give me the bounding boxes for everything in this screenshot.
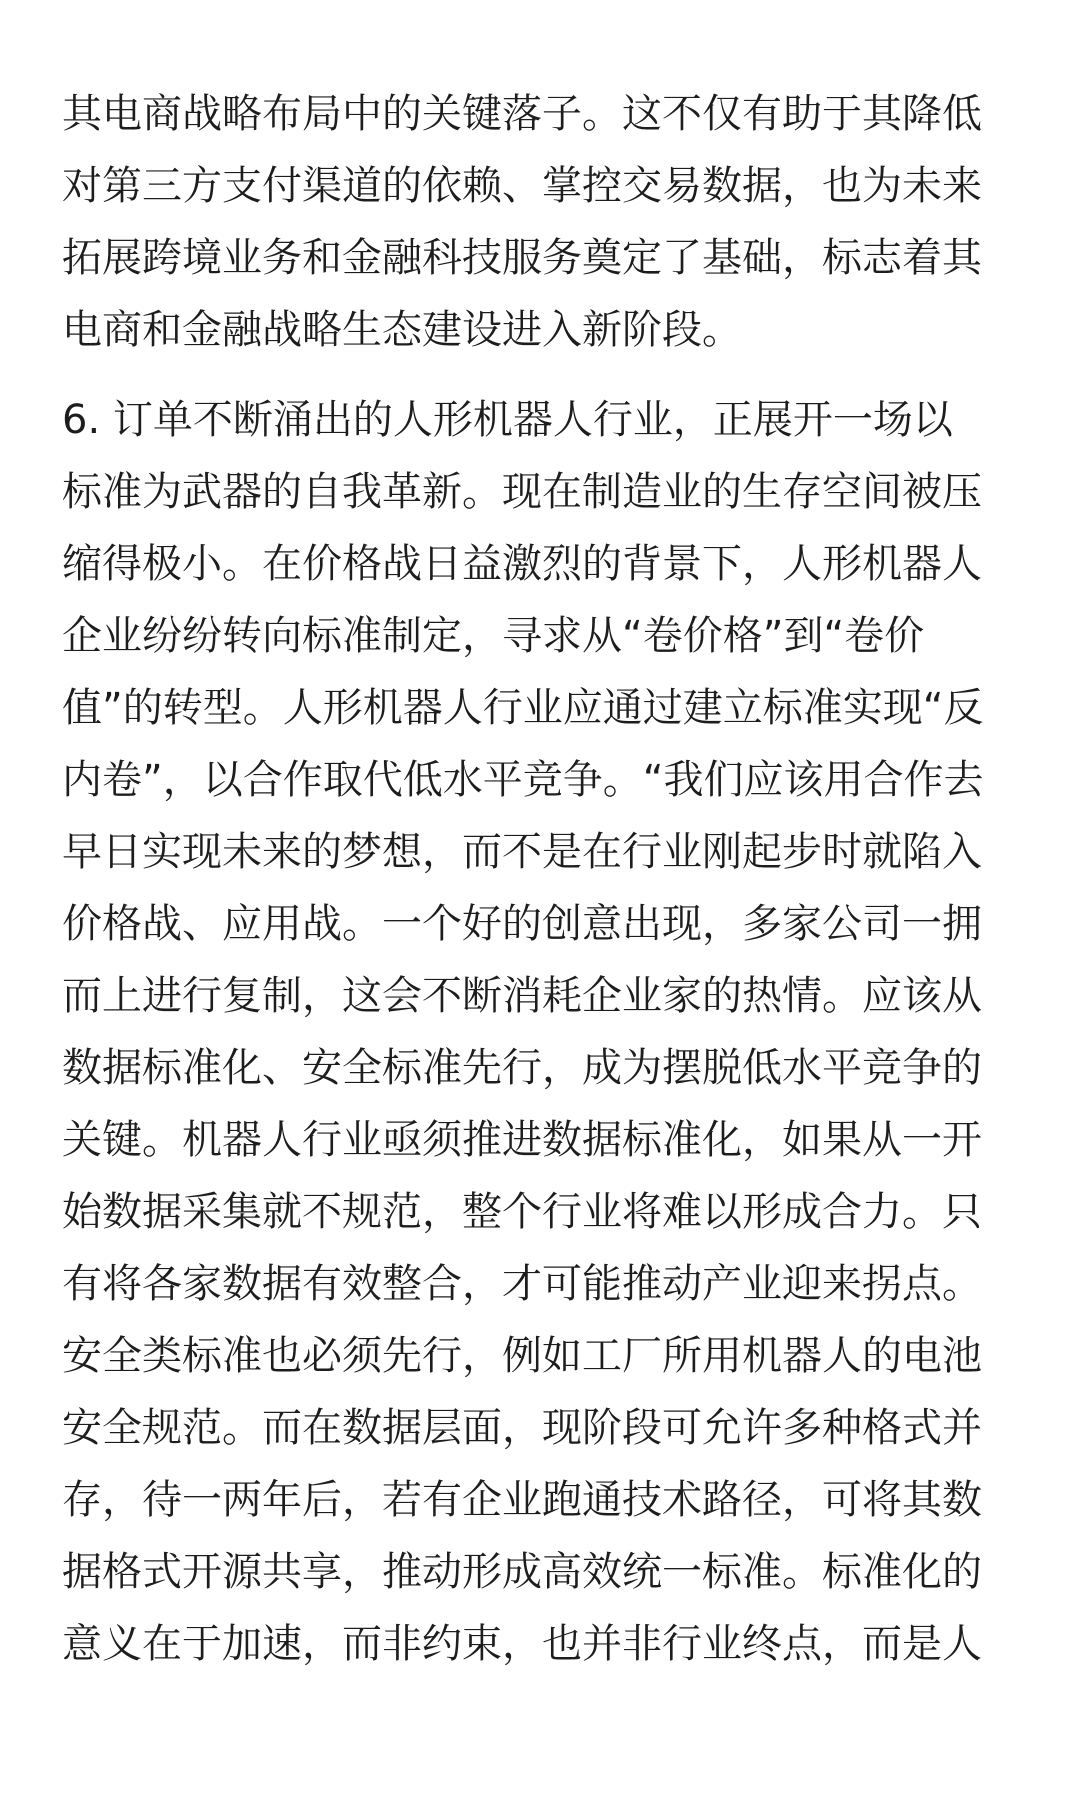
text-line: 对第三方支付渠道的依赖、掌控交易数据，也为未来 <box>62 163 982 209</box>
text-line: 缩得极小。在价格战日益激烈的背景下，人形机器人 <box>62 541 982 587</box>
text-line: 其电商战略布局中的关键落子。这不仅有助于其降低 <box>62 91 982 137</box>
text-line: 意义在于加速，而非约束，也并非行业终点，而是人 <box>62 1621 982 1667</box>
text-line: 安全规范。而在数据层面，现阶段可允许多种格式并 <box>62 1405 982 1451</box>
paragraph-1 <box>62 78 1032 366</box>
text-line: 始数据采集就不规范，整个行业将难以形成合力。只 <box>62 1189 982 1235</box>
text-line: 6. 订单不断涌出的人形机器人行业，正展开一场以 <box>62 397 953 443</box>
text-line: 价格战、应用战。一个好的创意出现，多家公司一拥 <box>62 901 982 947</box>
text-line: 企业纷纷转向标准制定，寻求从“卷价格”到“卷价 <box>62 613 925 659</box>
text-line: 早日实现未来的梦想，而不是在行业刚起步时就陷入 <box>62 829 982 875</box>
text-line: 存，待一两年后，若有企业跑通技术路径，可将其数 <box>62 1477 982 1523</box>
text-line: 内卷”，以合作取代低水平竞争。“我们应该用合作去 <box>62 757 984 803</box>
text-line: 安全类标准也必须先行，例如工厂所用机器人的电池 <box>62 1333 982 1379</box>
text-line: 数据标准化、安全标准先行，成为摆脱低水平竞争的 <box>62 1045 982 1091</box>
text-line: 拓展跨境业务和金融科技服务奠定了基础，标志着其 <box>62 235 982 281</box>
text-line: 有将各家数据有效整合，才可能推动产业迎来拐点。 <box>62 1261 982 1307</box>
text-line: 据格式开源共享，推动形成高效统一标准。标准化的 <box>62 1549 982 1595</box>
text-line: 值”的转型。人形机器人行业应通过建立标准实现“反 <box>62 685 984 731</box>
paragraph-2 <box>62 384 1032 1680</box>
text-line: 而上进行复制，这会不断消耗企业家的热情。应该从 <box>62 973 982 1019</box>
text-line: 标准为武器的自我革新。现在制造业的生存空间被压 <box>62 469 982 515</box>
text-line: 关键。机器人行业亟须推进数据标准化，如果从一开 <box>62 1117 982 1163</box>
article-body <box>62 78 1032 1680</box>
text-line: 电商和金融战略生态建设进入新阶段。 <box>62 307 742 353</box>
